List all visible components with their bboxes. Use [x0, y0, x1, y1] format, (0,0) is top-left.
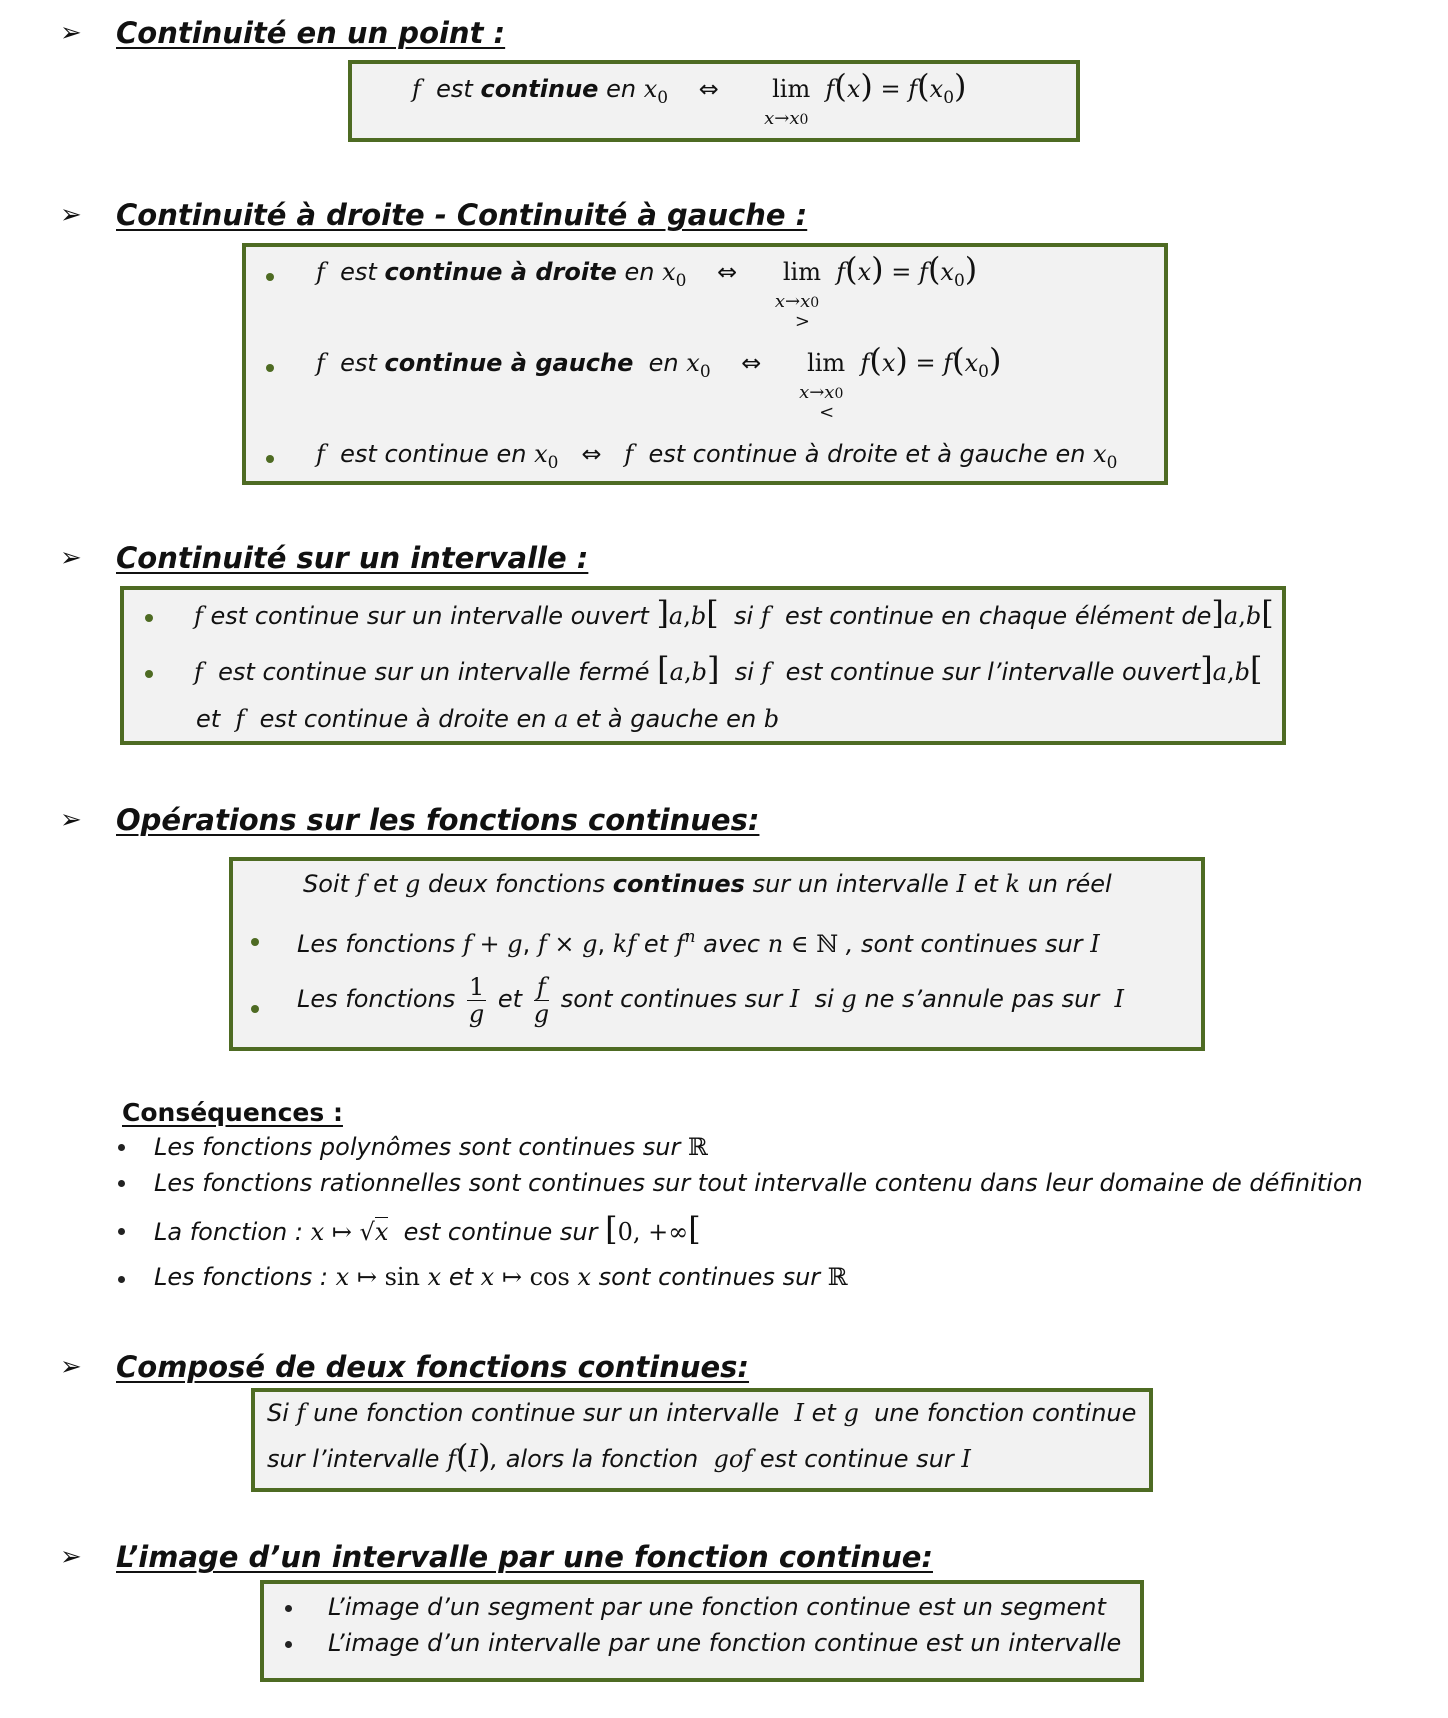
- box-continuite-cotes: [242, 243, 1168, 485]
- heading-continuite-point: Continuité en un point :: [116, 16, 506, 50]
- compose-ligne-1: Si f une fonction continue sur un intervalle I et g une fonction continue: [267, 1399, 1137, 1427]
- compose-ligne-2: sur l’intervalle f(I), alors la fonction gof est continue sur I: [267, 1437, 971, 1475]
- arrowhead-bullet-icon: ➢: [60, 18, 82, 48]
- bullet-icon: [266, 364, 274, 372]
- def-intervalle-ferme-suite: et f est continue à droite en a et à gauche en b: [196, 705, 780, 733]
- def-continuite-gauche: f est continue à gauche en $x_0$ ⇔ lim x→x0 < $f(x) = f(x_0)$: [316, 341, 1002, 423]
- consequence-trigo: Les fonctions : x ↦ sin x et x ↦ cos x sont continues sur ℝ: [154, 1263, 848, 1291]
- box-continuite-intervalle: [120, 586, 1286, 745]
- heading-continuite-cotes: Continuité à droite - Continuité à gauche :: [116, 198, 808, 232]
- arrowhead-bullet-icon: ➢: [60, 200, 82, 230]
- bullet-icon: [251, 1005, 259, 1013]
- def-continuite-deux-cotes: f est continue en $x_0$ ⇔ f est continue à droite et à gauche en $x_0$: [316, 440, 1118, 473]
- def-continuite-point: f est continue en $x_0$ ⇔ lim x→x0 $f(x) = f(x_0)$: [412, 67, 967, 129]
- bullet-icon: [145, 614, 153, 622]
- consequences-title: Conséquences :: [122, 1098, 343, 1127]
- def-intervalle-ferme: f est continue sur un intervalle fermé [a,b] si f est continue sur l’intervalle ouvert]a,b[: [194, 650, 1263, 688]
- bullet-icon: [118, 1228, 125, 1235]
- arrowhead-bullet-icon: ➢: [60, 1352, 82, 1382]
- box-image-intervalle: [260, 1580, 1144, 1682]
- def-intervalle-ouvert: f est continue sur un intervalle ouvert ]a,b[ si f est continue en chaque élément de]a,b[: [194, 594, 1274, 632]
- box-compose: [251, 1388, 1153, 1492]
- image-intervalle: L’image d’un intervalle par une fonction continue est un intervalle: [328, 1629, 1122, 1657]
- bullet-icon: [118, 1276, 125, 1283]
- heading-compose: Composé de deux fonctions continues:: [116, 1350, 750, 1384]
- bullet-icon: [285, 1641, 292, 1648]
- operations-intro: Soit f et g deux fonctions continues sur un intervalle I et k un réel: [303, 870, 1112, 898]
- consequence-polynomes: Les fonctions polynômes sont continues sur ℝ: [154, 1133, 708, 1161]
- def-continuite-droite: f est continue à droite en $x_0$ ⇔ lim x→x0 > $f(x) = f(x_0)$: [316, 250, 978, 332]
- bullet-icon: [145, 670, 153, 678]
- heading-operations: Opérations sur les fonctions continues:: [116, 803, 760, 837]
- bullet-icon: [266, 455, 274, 463]
- arrowhead-bullet-icon: ➢: [60, 1542, 82, 1572]
- operations-quotient: Les fonctions $\frac{1}{g}$ et $\frac{f}{g}$ sont continues sur I si g ne s’annule pas sur I: [297, 972, 1124, 1028]
- heading-continuite-intervalle: Continuité sur un intervalle :: [116, 541, 589, 575]
- bullet-icon: [118, 1144, 125, 1151]
- bullet-icon: [266, 273, 274, 281]
- bullet-icon: [285, 1605, 292, 1612]
- bullet-icon: [251, 938, 259, 946]
- image-segment: L’image d’un segment par une fonction continue est un segment: [328, 1593, 1106, 1621]
- box-continuite-point: [348, 60, 1080, 142]
- consequence-racine: La fonction : x ↦ √x est continue sur [0, +∞[: [154, 1210, 701, 1248]
- arrowhead-bullet-icon: ➢: [60, 543, 82, 573]
- arrowhead-bullet-icon: ➢: [60, 805, 82, 835]
- heading-image-intervalle: L’image d’un intervalle par une fonction continue:: [116, 1540, 933, 1574]
- bullet-icon: [118, 1180, 125, 1187]
- operations-somme-produit: Les fonctions f + g, f × g, kf et $f^n$ avec n ∈ ℕ , sont continues sur I: [297, 927, 1100, 958]
- consequence-rationnelles: Les fonctions rationnelles sont continues sur tout intervalle contenu dans leur domaine de définition: [154, 1169, 1363, 1197]
- box-operations: [229, 857, 1205, 1051]
